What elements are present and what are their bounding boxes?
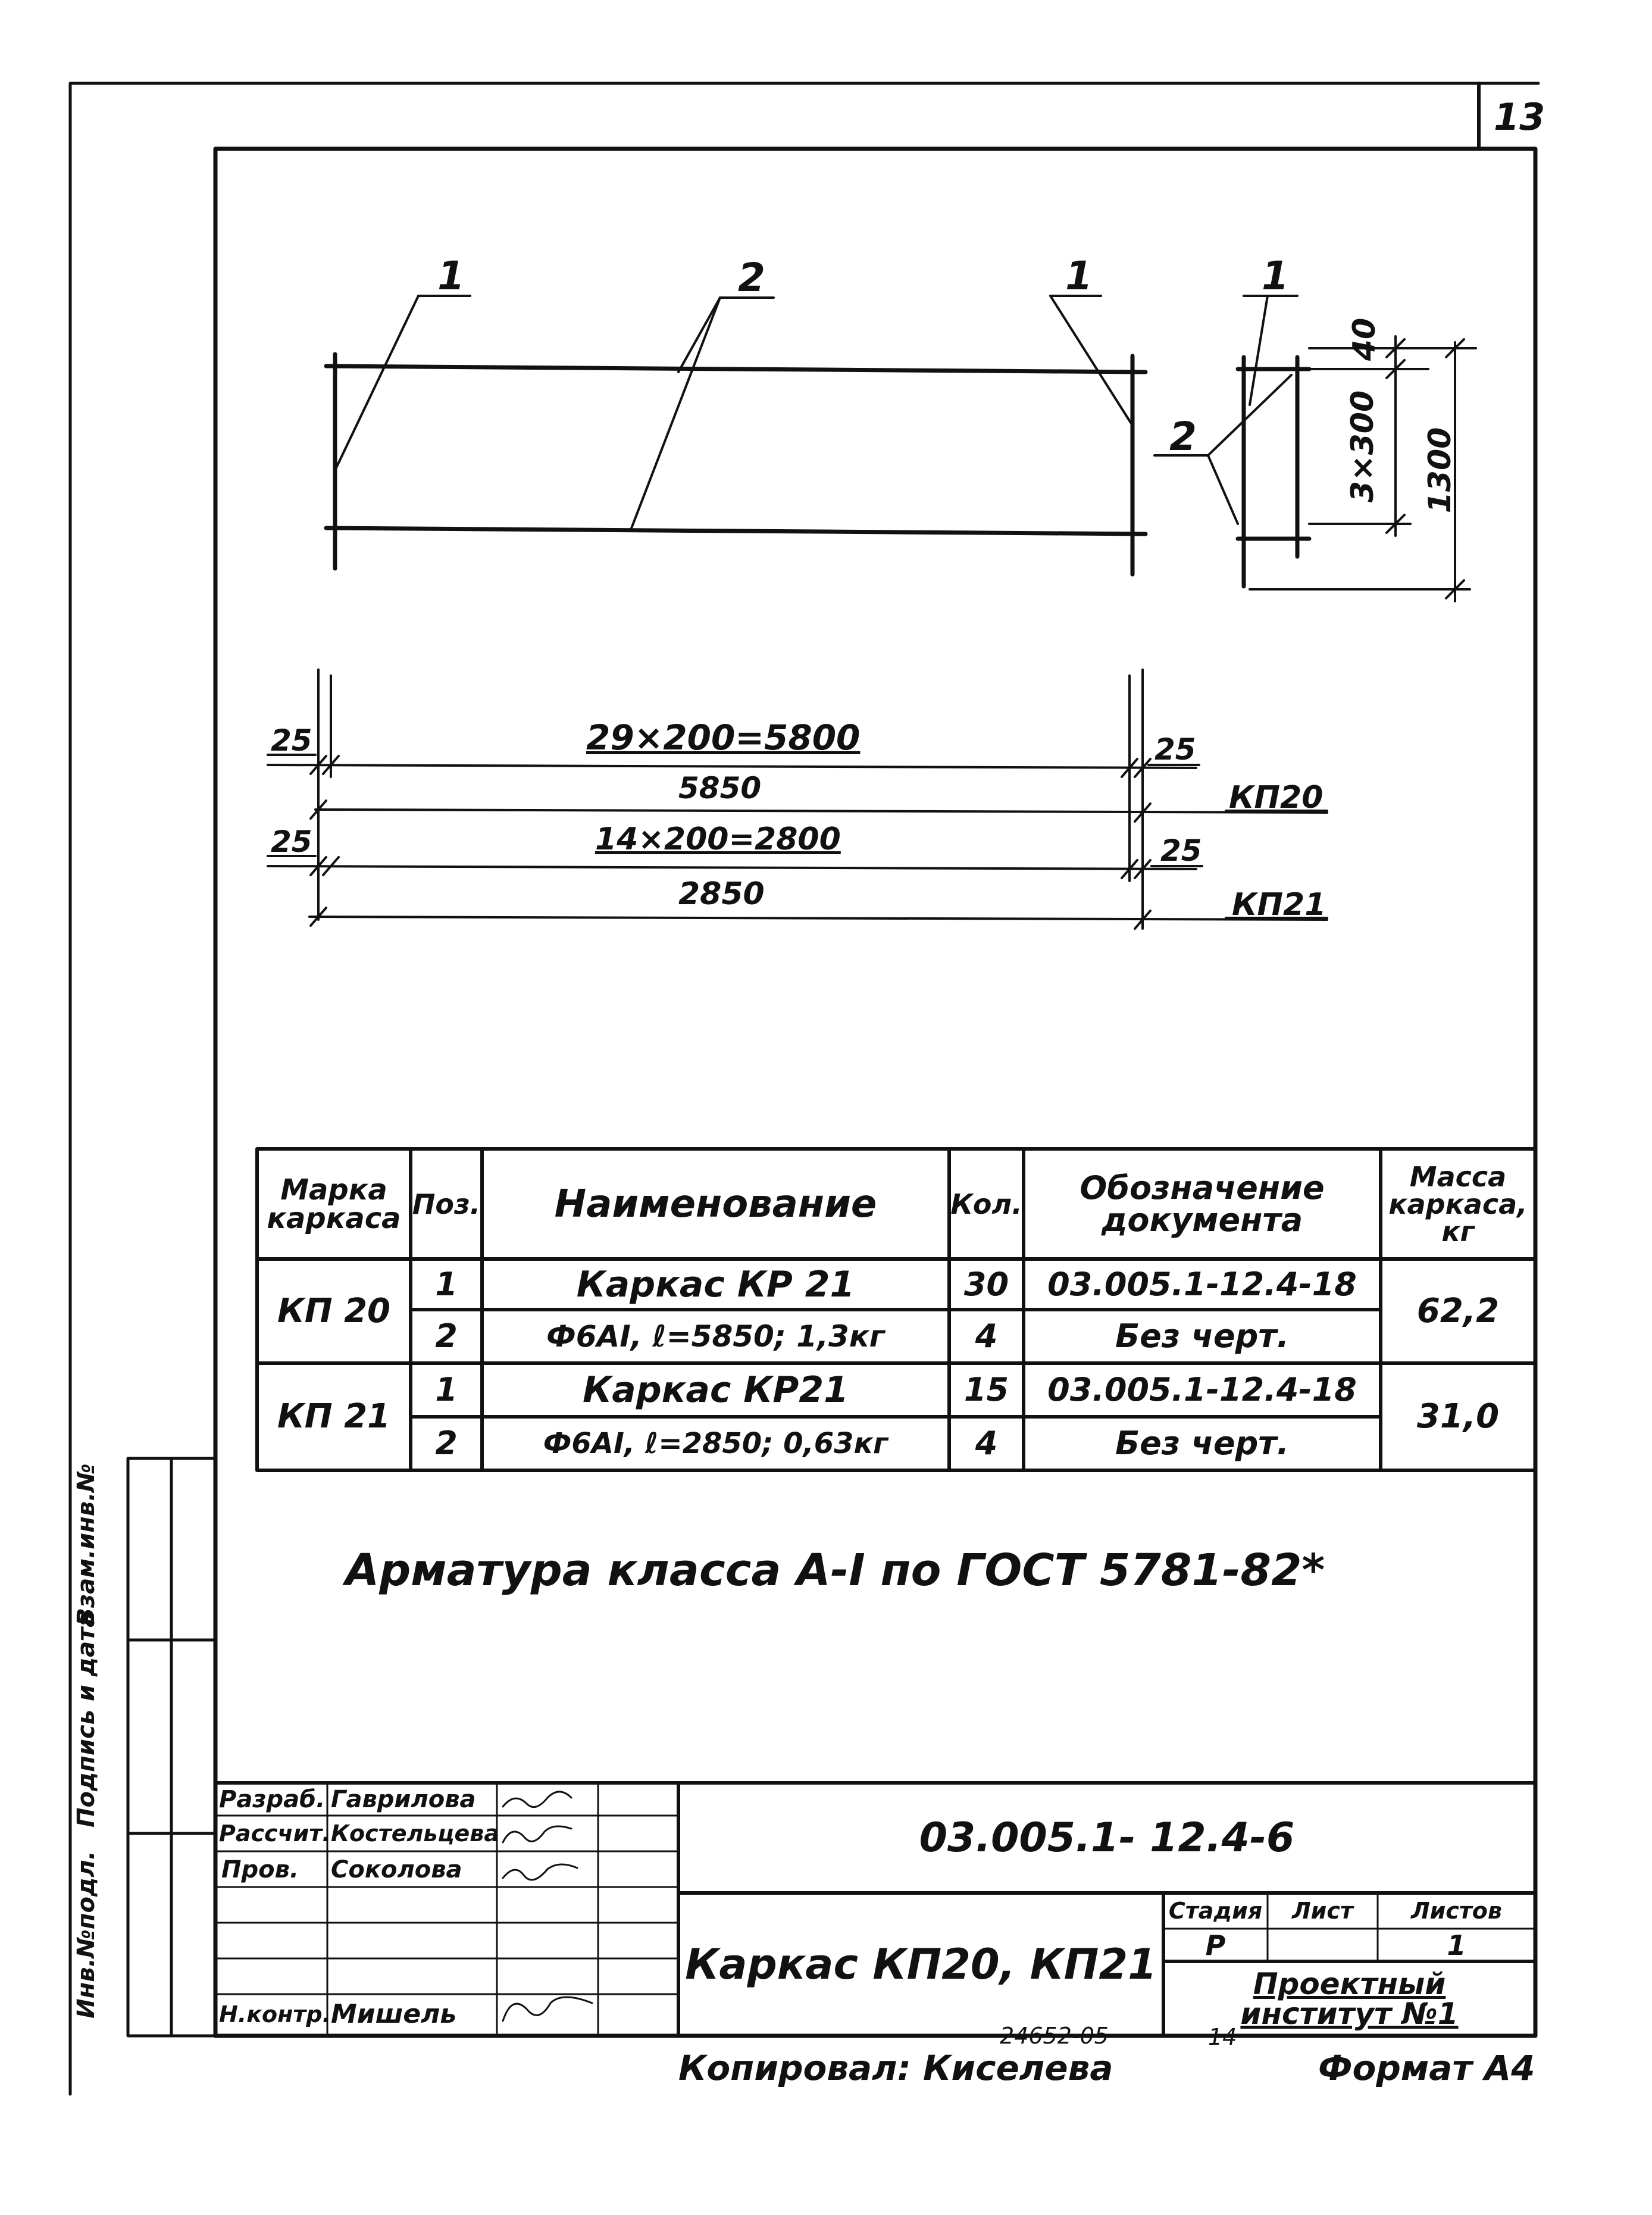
role-label: Н.контр.: [219, 2001, 331, 2027]
stage-value: Р: [1205, 1929, 1226, 1961]
side-stamp-sign-date: Подпись и дата: [73, 1611, 100, 1827]
callout-2: 2: [738, 255, 765, 301]
row-doc: Без черт.: [1115, 1317, 1290, 1355]
kp20-label: КП20: [1229, 780, 1324, 816]
sheets-label: Листов: [1411, 1898, 1502, 1924]
inner-frame: [215, 149, 1535, 2036]
kp21-label: КП21: [1232, 887, 1326, 923]
row-name: Каркас КР21: [583, 1369, 849, 1411]
row-qty: 15: [963, 1371, 1009, 1408]
header-pos: Поз.: [412, 1188, 481, 1220]
row-qty: 4: [975, 1317, 998, 1355]
row-doc: 03.005.1-12.4-18: [1047, 1265, 1357, 1303]
sheets-value: 1: [1447, 1929, 1466, 1961]
side-stamp-grid: [128, 1458, 215, 2036]
section-dim-spacing: 3×300: [1345, 390, 1381, 503]
person-name: Соколова: [331, 1856, 462, 1883]
callout-1-right: 1: [1065, 253, 1093, 299]
side-stamp-replace-inv: Взам.инв.№: [73, 1463, 100, 1626]
person-name: Гаврилова: [331, 1786, 476, 1813]
copied-by: Копировал: Киселева: [678, 2048, 1113, 2088]
row-doc: 03.005.1-12.4-18: [1047, 1371, 1357, 1408]
group-mass: 62,2: [1416, 1291, 1500, 1330]
row-pos: 1: [435, 1371, 458, 1408]
section-callout-2: 2: [1169, 414, 1197, 460]
sheet-number: 13: [1494, 95, 1545, 139]
section-callout-1: 1: [1262, 253, 1289, 299]
header-mass: Масса каркаса, кг: [1388, 1160, 1528, 1248]
person-name: Мишель: [331, 1999, 457, 2029]
sheet-format: Формат А4: [1318, 2048, 1535, 2088]
header-name: Наименование: [554, 1182, 877, 1226]
kp20-right-offset: 25: [1154, 732, 1196, 767]
sheet-value: [1268, 1929, 1378, 1961]
row-doc: Без черт.: [1115, 1424, 1290, 1462]
kp21-left-offset: 25: [271, 824, 312, 859]
row-qty: 4: [975, 1424, 998, 1462]
archive-code: 24652-05: [1000, 2023, 1109, 2049]
sheet-label: Лист: [1292, 1898, 1353, 1924]
kp20-left-offset: 25: [271, 723, 312, 758]
group-mass: 31,0: [1416, 1397, 1500, 1436]
row-pos: 2: [435, 1317, 458, 1355]
person-name: Костельцева: [331, 1820, 499, 1847]
header-mark: Марка каркаса: [267, 1173, 401, 1235]
role-label: Разраб.: [219, 1786, 326, 1813]
header-doc: Обозначение документа: [1080, 1169, 1325, 1239]
organization-name: Проектный институт №1: [1240, 1966, 1459, 2031]
main-view-callout-leaders: [335, 296, 1131, 530]
kp21-total: 2850: [678, 876, 765, 912]
group-mark: КП 20: [277, 1291, 391, 1330]
stage-label: Стадия: [1168, 1898, 1263, 1924]
row-name: Ф6АI, ℓ=5850; 1,3кг: [546, 1319, 885, 1354]
role-label: Рассчит.: [219, 1820, 331, 1847]
group-mark: КП 21: [277, 1397, 391, 1436]
section-dim-top: 40: [1347, 317, 1382, 361]
document-designation: 03.005.1- 12.4-6: [919, 1814, 1295, 1861]
signature-scribbles: [503, 1792, 592, 2021]
kp20-total: 5850: [678, 771, 762, 805]
side-stamp-inv-orig: Инв.№подл.: [73, 1851, 100, 2019]
kp20-spacing: 29×200=5800: [586, 717, 861, 758]
row-pos: 2: [435, 1424, 458, 1462]
row-qty: 30: [963, 1265, 1009, 1303]
drawing-title: Каркас КП20, КП21: [685, 1940, 1157, 1989]
row-name: Ф6АI, ℓ=2850; 0,63кг: [543, 1427, 888, 1460]
callout-1-left: 1: [437, 253, 465, 299]
section-view-leaders: [1154, 296, 1297, 524]
row-pos: 1: [435, 1265, 458, 1303]
kp21-right-offset: 25: [1160, 833, 1202, 868]
role-label: Пров.: [221, 1856, 299, 1883]
reinforcement-note: Арматура класса А-I по ГОСТ 5781-82*: [345, 1545, 1325, 1596]
footer-page: 14: [1208, 2024, 1237, 2050]
kp21-spacing: 14×200=2800: [595, 821, 841, 857]
frame-main-view: [326, 354, 1146, 574]
dimension-chains: [268, 670, 1327, 929]
row-name: Каркас КР 21: [576, 1263, 855, 1305]
header-qty: Кол.: [950, 1188, 1022, 1220]
section-dim-total: 1300: [1422, 427, 1458, 514]
